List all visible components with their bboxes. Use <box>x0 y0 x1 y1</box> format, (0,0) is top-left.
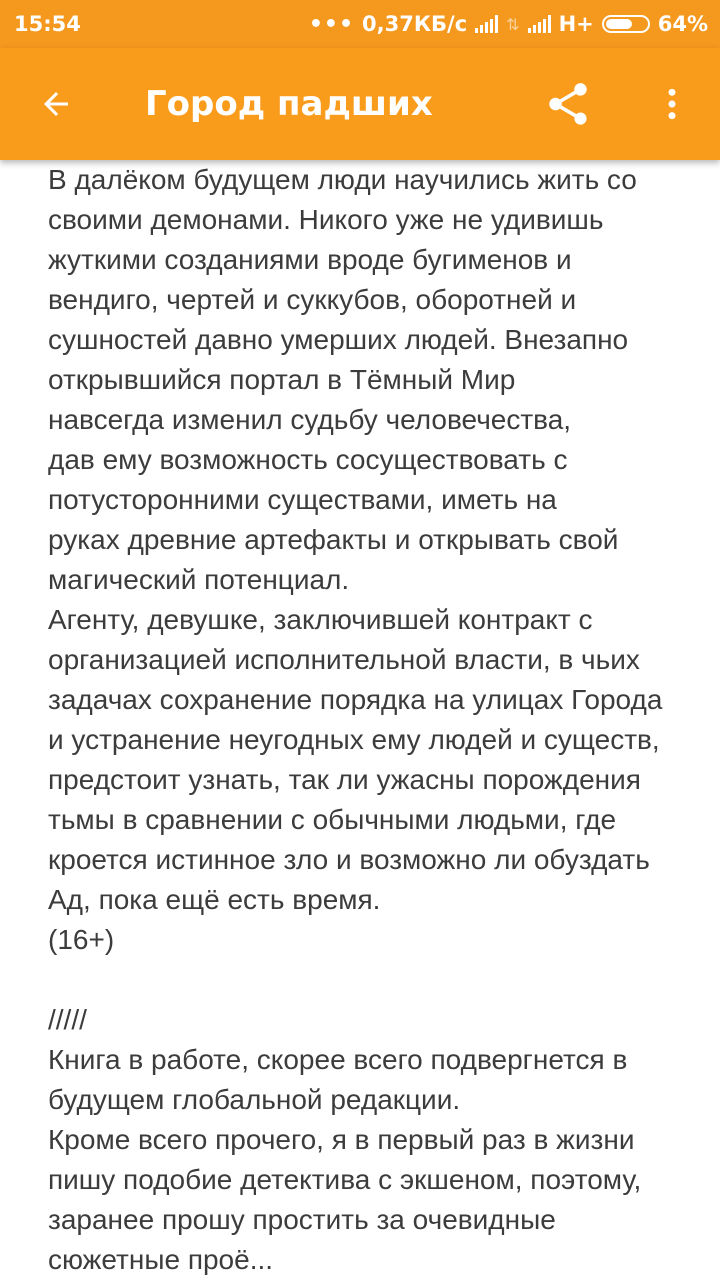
network-speed: 0,37КБ/с <box>362 12 468 36</box>
arrow-left-icon <box>38 86 74 122</box>
page-title: Город падших <box>145 84 433 124</box>
notification-dots-icon: ••• <box>308 11 355 37</box>
status-bar <box>0 0 720 48</box>
description-paragraph: Кроме всего прочего, я в первый раз в жизни пишу подобие детектива с экшеном, поэтому, заранее прошу простить за очевидные сюжетные проё... <box>48 1124 642 1275</box>
description-paragraph: В далёком будущем люди научились жить со своими демонами. Никого уже не удивишь жуткими созданиями вроде бугименов и вендиго, чертей и суккубов, оборотней и сушностей давно умерших людей. Внезапно открывшийся портал в Тёмный Мир навсегда изменил судьбу человечества, дав ему возможность сосуществовать с потусторонними существами, иметь на руках древние артефакты и открывать свой магический потенциал. <box>48 164 637 595</box>
book-description <box>48 160 698 1280</box>
blank-line <box>48 960 698 1000</box>
battery-percent: 64% <box>657 12 708 36</box>
status-time: 15:54 <box>14 12 81 36</box>
share-button[interactable] <box>536 76 600 132</box>
description-paragraph: Агенту, девушке, заключившей контракт с организацией исполнительной власти, в чьих задачах сохранение порядка на улицах Города и устранение неугодных ему людей и существ, предстоит узнать, так ли ужасны порождения тьмы в сравнении с обычными людьми, где кроется истинное зло и возможно ли обуздать Ад, пока ещё есть время. <box>48 604 663 915</box>
more-options-button[interactable] <box>648 76 696 132</box>
separator-text: ///// <box>48 1004 87 1035</box>
battery-level-fill <box>606 19 632 29</box>
battery-icon <box>602 15 650 33</box>
signal-strength-icon <box>475 15 498 33</box>
description-paragraph: Книга в работе, скорее всего подвергнется в будущем глобальной редакции. <box>48 1044 628 1115</box>
share-icon <box>543 79 593 129</box>
status-indicators <box>309 12 708 37</box>
data-activity-icon: ⇅ <box>506 14 520 34</box>
network-type: H+ <box>558 12 594 36</box>
signal-strength-2-icon <box>528 15 551 33</box>
more-vertical-icon <box>652 84 692 124</box>
age-rating: (16+) <box>48 924 115 955</box>
app-toolbar <box>0 48 720 160</box>
back-button[interactable] <box>24 76 88 132</box>
